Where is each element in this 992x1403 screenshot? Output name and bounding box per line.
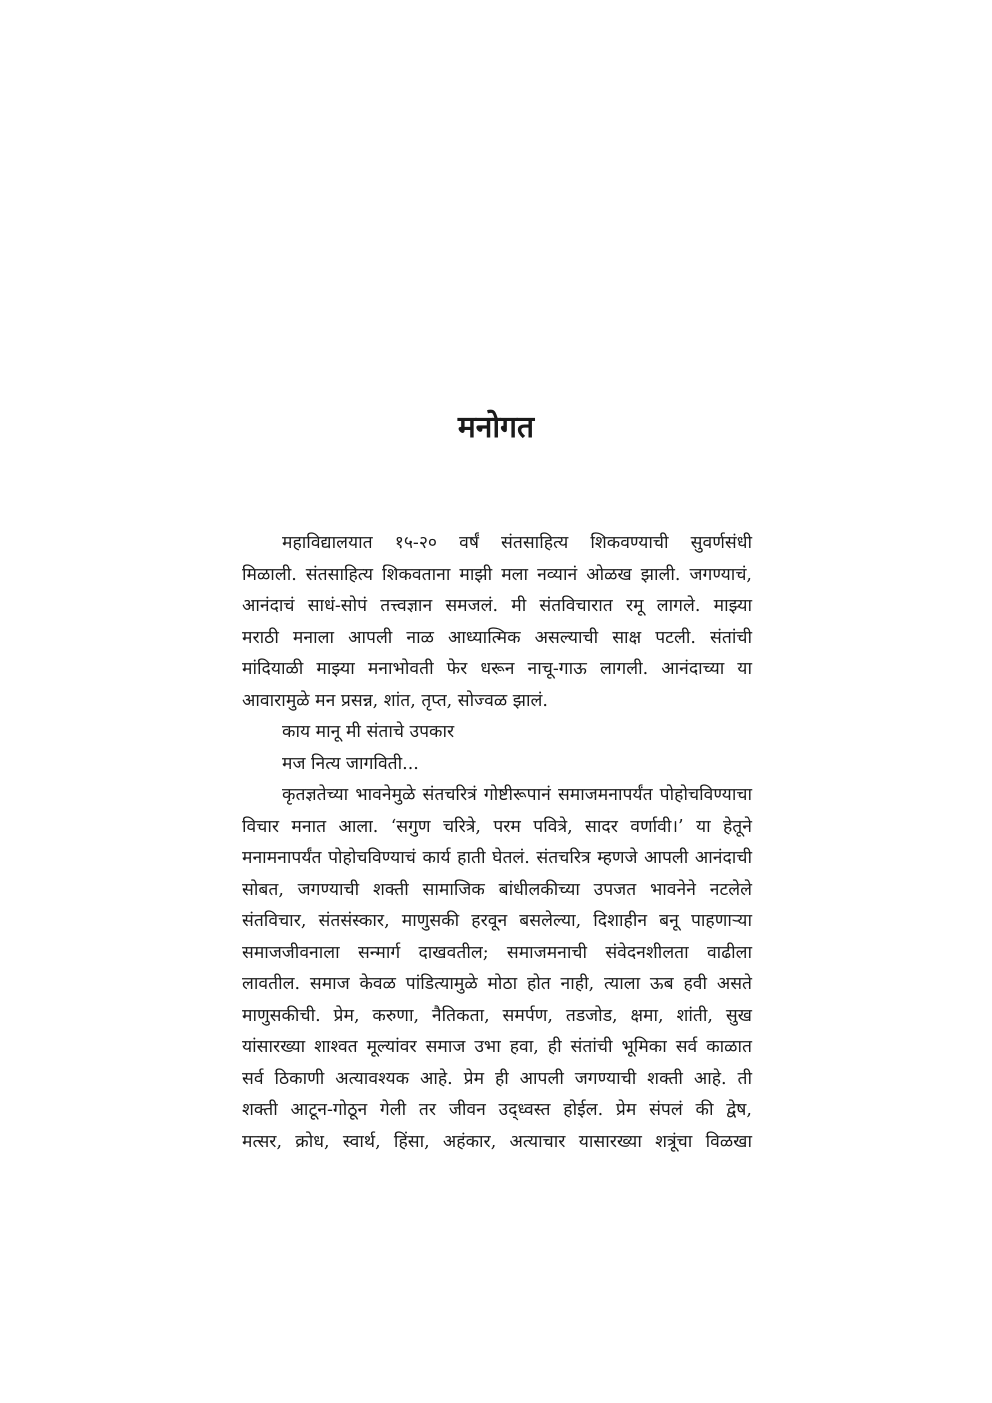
paragraph-line: मनामनापर्यंत पोहोचविण्याचं कार्य हाती घेतलं. संतचरित्र म्हणजे आपली आनंदाची xyxy=(242,848,752,868)
paragraph-2 xyxy=(242,780,752,1158)
paragraph-line: मराठी मनाला आपली नाळ आध्यात्मिक असल्याची साक्ष पटली. संतांची xyxy=(242,627,752,648)
paragraph-line: सोबत, जगण्याची शक्ती सामाजिक बांधीलकीच्या उपजत भावनेने नटलेले xyxy=(242,879,752,900)
paragraph-1 xyxy=(242,528,752,717)
paragraph-line: सर्व ठिकाणी अत्यावश्यक आहे. प्रेम ही आपली जगण्याची शक्ती आहे. ती xyxy=(242,1068,752,1089)
paragraph-line: लावतील. समाज केवळ पांडित्यामुळे मोठा होत नाही, त्याला ऊब हवी असते xyxy=(242,974,752,994)
paragraph-line: आनंदाचं साधं-सोपं तत्त्वज्ञान समजलं. मी संतविचारात रमू लागले. माझ्या xyxy=(242,596,752,616)
verse-block xyxy=(242,717,752,780)
page-title: मनोगत xyxy=(457,410,535,445)
paragraph-line: आवारामुळे मन प्रसन्न, शांत, तृप्त, सोज्वळ झालं. xyxy=(242,690,548,711)
paragraph-line: विचार मनात आला. ‘सगुण चरित्रे, परम पवित्रे, सादर वर्णावी।’ या हेतूने xyxy=(242,816,752,837)
paragraph-line: माणुसकीची. प्रेम, करुणा, नैतिकता, समर्पण, तडजोड, क्षमा, शांती, सुख xyxy=(242,1005,752,1026)
paragraph-line: महाविद्यालयात १५-२० वर्षं संतसाहित्य शिकवण्याची सुवर्णसंधी xyxy=(282,533,752,553)
verse-line: काय मानू मी संताचे उपकार xyxy=(282,722,455,742)
paragraph-line: मांदियाळी माझ्या मनाभोवती फेर धरून नाचू-गाऊ लागली. आनंदाच्या या xyxy=(242,659,752,679)
paragraph-line: मत्सर, क्रोध, स्वार्थ, हिंसा, अहंकार, अत्याचार यासारख्या शत्रूंचा विळखा xyxy=(242,1131,752,1152)
paragraph-line: मिळाली. संतसाहित्य शिकवताना माझी मला नव्यानं ओळख झाली. जगण्याचं, xyxy=(242,564,752,585)
paragraph-line: संतविचार, संतसंस्कार, माणुसकी हरवून बसलेल्या, दिशाहीन बनू पाहणाऱ्या xyxy=(242,911,752,931)
verse-line: मज नित्य जागविती... xyxy=(282,753,419,774)
paragraph-line: समाजजीवनाला सन्मार्ग दाखवतील; समाजमनाची संवेदनशीलता वाढीला xyxy=(242,942,752,963)
paragraph-line: शक्ती आटून-गोठून गेली तर जीवन उद्ध्वस्त होईल. प्रेम संपलं की द्वेष, xyxy=(242,1100,752,1120)
paragraph-line: यांसारख्या शाश्वत मूल्यांवर समाज उभा हवा, ही संतांची भूमिका सर्व काळात xyxy=(242,1037,752,1057)
paragraph-line: कृतज्ञतेच्या भावनेमुळे संतचरित्रं गोष्टीरूपानं समाजमनापर्यंत पोहोचविण्याचा xyxy=(282,785,752,805)
body-text xyxy=(242,528,752,1158)
